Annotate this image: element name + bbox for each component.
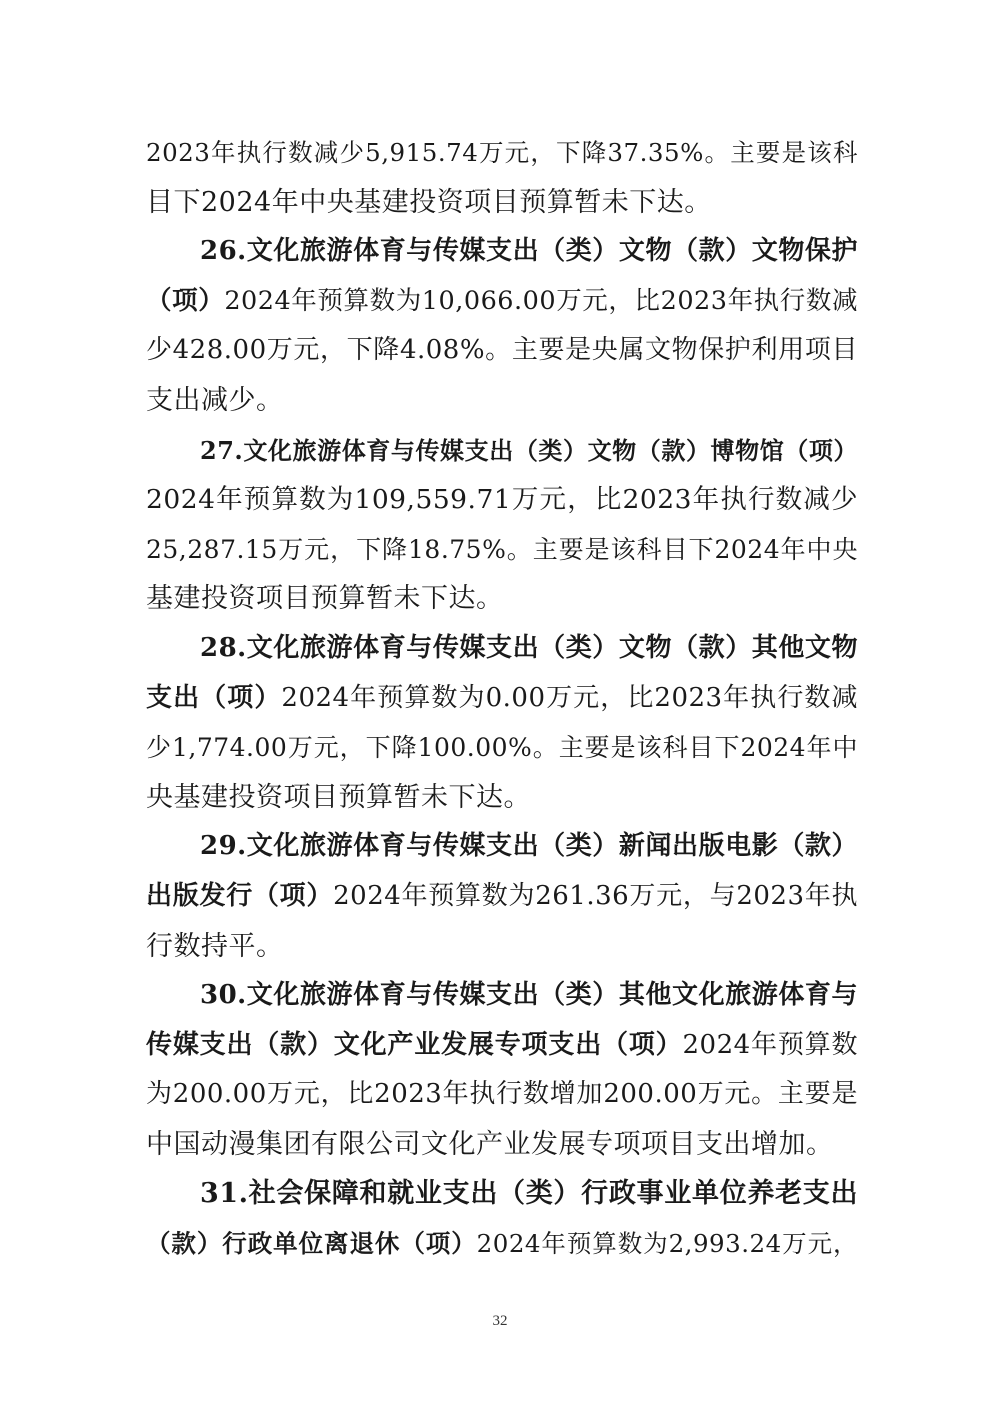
text-line: 支出（项）2024年预算数为0.00万元，比2023年执行数减 <box>146 682 858 713</box>
text-line: 行数持平。 <box>146 930 284 962</box>
page-number: 32 <box>492 1313 508 1329</box>
text-line: 为200.00万元，比2023年执行数增加200.00万元。主要是 <box>146 1079 858 1110</box>
text-line: 25,287.15万元，下降18.75%。主要是该科目下2024年中央 <box>146 534 858 564</box>
text-line: 少428.00万元，下降4.08%。主要是央属文物保护利用项目 <box>146 335 858 366</box>
text-line: （款）行政单位离退休（项）2024年预算数为2,993.24万元， <box>146 1229 858 1259</box>
text-line: 2024年预算数为109,559.71万元，比2023年执行数减少 <box>146 484 858 516</box>
section-heading-30: 30.文化旅游体育与传媒支出（类）其他文化旅游体育与 <box>200 980 858 1011</box>
text-line: 传媒支出（款）文化产业发展专项支出（项）2024年预算数 <box>146 1029 858 1060</box>
text-line: 目下2024年中央基建投资项目预算暂未下达。 <box>146 186 712 218</box>
text-line: 支出减少。 <box>146 384 284 416</box>
text-line: 2023年执行数减少5,915.74万元，下降37.35%。主要是该科 <box>146 138 858 167</box>
text-line: （项）2024年预算数为10,066.00万元，比2023年执行数减 <box>146 285 858 316</box>
text-line: 出版发行（项）2024年预算数为261.36万元，与2023年执 <box>146 880 858 911</box>
section-heading-31: 31.社会保障和就业支出（类）行政事业单位养老支出 <box>200 1178 858 1210</box>
section-heading-29: 29.文化旅游体育与传媒支出（类）新闻出版电影（款） <box>200 831 858 862</box>
body-text <box>146 128 858 1269</box>
section-heading-28: 28.文化旅游体育与传媒支出（类）文物（款）其他文物 <box>200 632 858 663</box>
section-heading-26: 26.文化旅游体育与传媒支出（类）文物（款）文物保护 <box>200 236 858 267</box>
text-line: 少1,774.00万元，下降100.00%。主要是该科目下2024年中 <box>146 733 858 763</box>
section-heading-27: 27.文化旅游体育与传媒支出（类）文物（款）博物馆（项） <box>200 435 858 465</box>
text-line: 央基建投资项目预算暂未下达。 <box>146 781 531 813</box>
text-line: 中国动漫集团有限公司文化产业发展专项项目支出增加。 <box>146 1128 834 1160</box>
text-line: 基建投资项目预算暂未下达。 <box>146 583 504 615</box>
